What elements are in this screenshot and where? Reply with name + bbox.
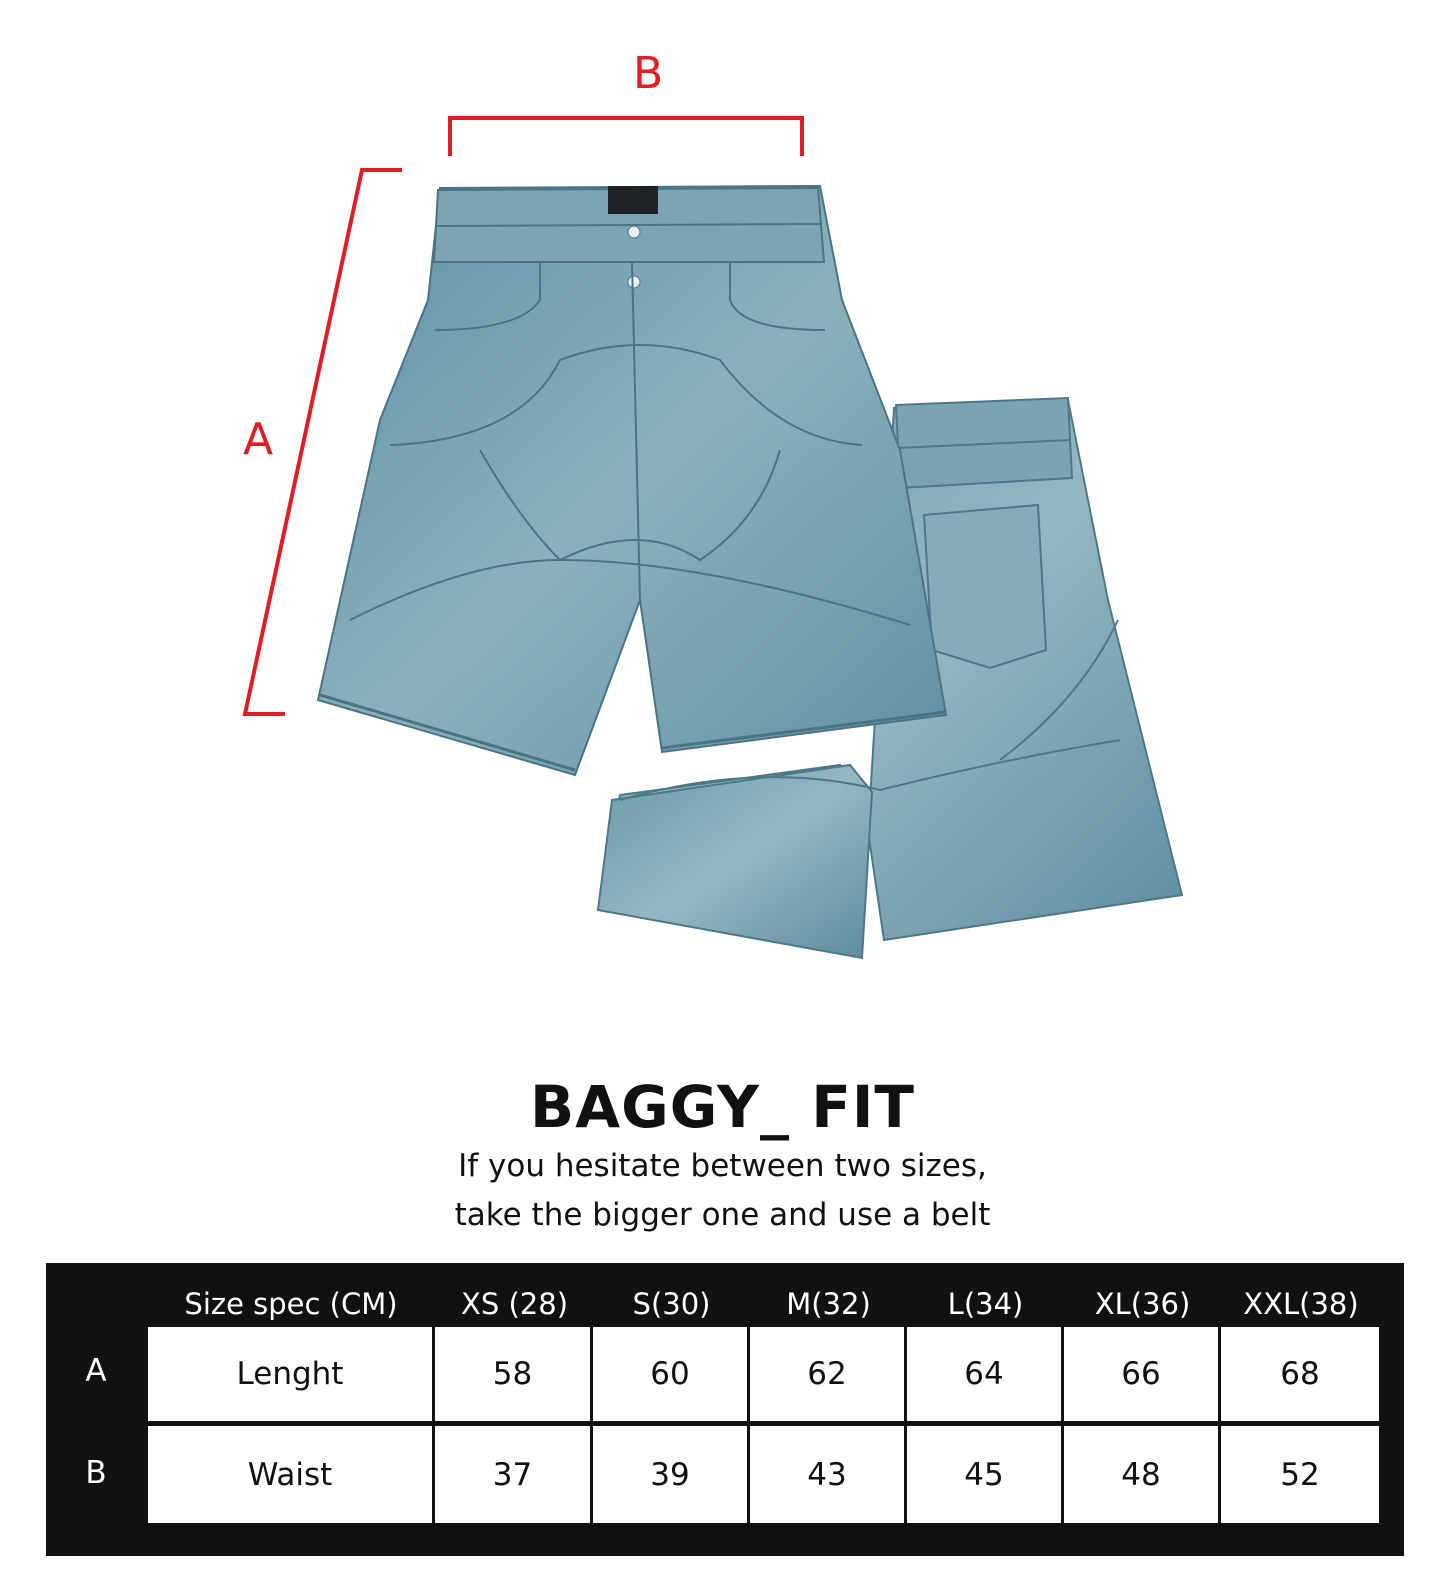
advice-line-1: If you hesitate between two sizes, <box>458 1148 987 1184</box>
fit-title: BAGGY_ FIT <box>530 1073 915 1141</box>
table-cell: 66 <box>1064 1327 1218 1421</box>
header-size: L(34) <box>947 1287 1024 1321</box>
table-cell: 48 <box>1064 1426 1218 1523</box>
front-shorts <box>318 186 946 775</box>
header-size: XL(36) <box>1094 1287 1191 1321</box>
row-key-b: B <box>85 1455 107 1491</box>
table-cell: 58 <box>435 1327 590 1421</box>
header-size-spec: Size spec (CM) <box>184 1287 398 1321</box>
dimension-a-label: A <box>243 414 274 465</box>
row-name-waist: Waist <box>148 1426 432 1523</box>
table-cell: 37 <box>435 1426 590 1523</box>
table-cell: 62 <box>750 1327 904 1421</box>
table-cell: 45 <box>907 1426 1061 1523</box>
table-cell: 64 <box>907 1327 1061 1421</box>
header-size: XXL(38) <box>1243 1287 1359 1321</box>
header-size: M(32) <box>786 1287 871 1321</box>
header-size: S(30) <box>632 1287 711 1321</box>
advice-line-2: take the bigger one and use a belt <box>454 1197 991 1233</box>
table-cell: 68 <box>1221 1327 1379 1421</box>
table-cell: 60 <box>593 1327 747 1421</box>
row-name-length: Lenght <box>148 1327 432 1421</box>
table-cell: 43 <box>750 1426 904 1523</box>
header-size: XS (28) <box>460 1287 569 1321</box>
dimension-b-bracket <box>450 118 802 156</box>
size-table <box>46 1263 1404 1556</box>
row-key-a: A <box>85 1353 107 1389</box>
table-cell: 39 <box>593 1426 747 1523</box>
table-cell: 52 <box>1221 1426 1379 1523</box>
dimension-b-label: B <box>633 48 664 99</box>
